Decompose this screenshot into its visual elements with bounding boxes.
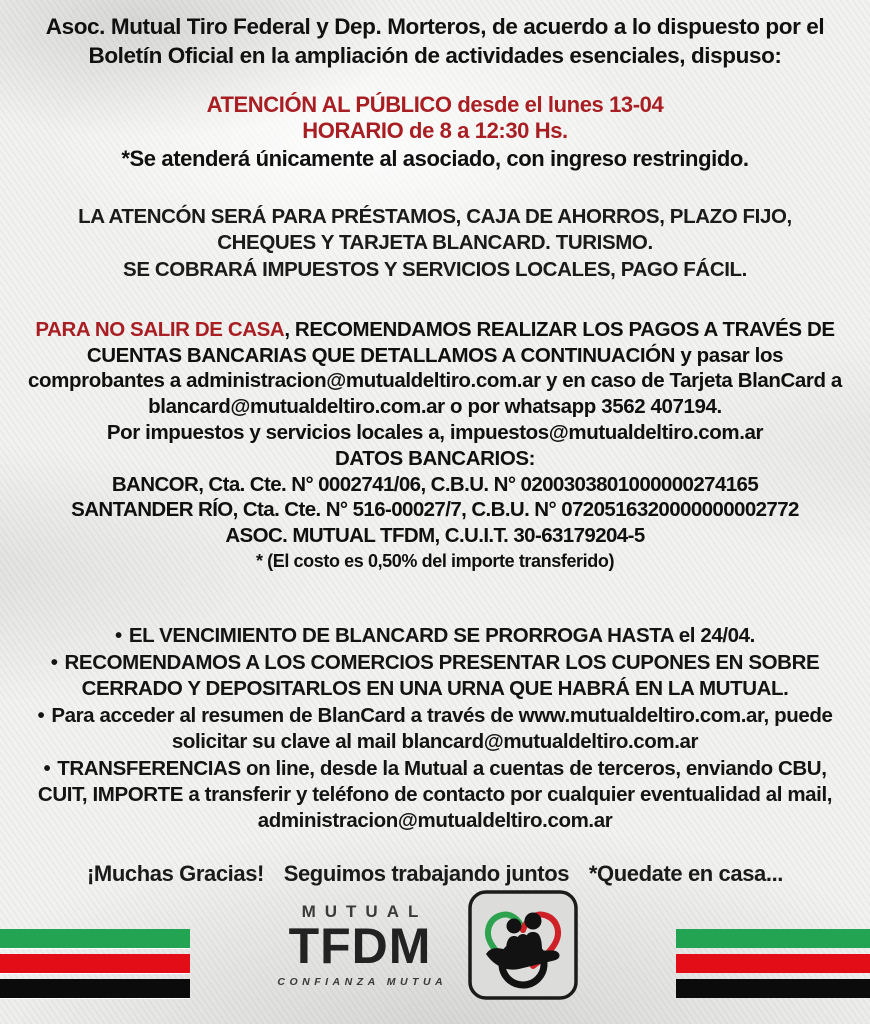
attention-block — [0, 92, 870, 146]
services-line-1: LA ATENCÓN SERÁ PARA PRÉSTAMOS, CAJA DE AHORROS, PLAZO FIJO, CHEQUES Y TARJETA BLANCARD. TURISMO. — [78, 204, 792, 255]
brand-sub-label: CONFIANZA MUTUA — [277, 976, 448, 988]
bank-row-santander: SANTANDER RÍO, Cta. Cte. N° 516-00027/7, C.B.U. N° 0720516320000000002772 — [71, 498, 799, 522]
bank-row-bancor: BANCOR, Cta. Cte. N° 0002741/06, C.B.U. N° 0200303801000000274165 — [111, 472, 759, 496]
mutual-logo-badge — [468, 890, 578, 1005]
bullet-text: RECOMENDAMOS A LOS COMERCIOS PRESENTAR LOS CUPONES EN SOBRE CERRADO Y DEPOSITARLOS EN UNA URNA QUE HABRÁ EN LA MUTUAL. — [64, 650, 820, 700]
bullet-item-comercios — [30, 650, 840, 702]
bullet-item-transferencias — [30, 756, 840, 834]
payments-lead-rest: , RECOMENDAMOS REALIZAR LOS PAGOS A TRAVÉS DE CUENTAS BANCARIAS QUE DETALLAMOS A CONTINUACIÓN y pasar los comprobantes a administracion@mutualdeltiro.com.ar y en caso de Tarjeta BlanCard a blancard@mutualdeltiro.com.ar o por whatsapp 3562 407194. — [28, 317, 842, 419]
brand-wordmark — [262, 902, 458, 988]
bullet-icon: • — [43, 756, 51, 780]
attention-line-1: ATENCIÓN AL PÚBLICO desde el lunes 13-04 — [206, 91, 664, 117]
mutual-logo-icon — [468, 890, 578, 1000]
bullet-text: TRANSFERENCIAS on line, desde la Mutual a cuentas de terceros, enviando CBU, CUIT, IMPORTE a transferir y teléfono de contacto por cualquier eventualidad al mail, administracion@mutualdeltiro.com.ar — [37, 756, 833, 833]
bullet-item-vencimiento — [30, 623, 840, 649]
footer-brand-band — [0, 894, 870, 1024]
stripe-black-right — [676, 979, 870, 998]
bank-data-block — [0, 446, 870, 573]
payments-lead-red: PARA NO SALIR DE CASA — [35, 317, 285, 341]
attention-line-2: HORARIO de 8 a 12:30 Hs. — [302, 118, 568, 144]
services-block — [0, 204, 870, 284]
stripe-black-left — [0, 979, 190, 998]
closing-line — [0, 861, 870, 887]
stripe-green-right — [676, 929, 870, 948]
payments-locals-line: Por impuestos y servicios locales a, impuestos@mutualdeltiro.com.ar — [106, 420, 764, 444]
bullet-icon: • — [115, 623, 122, 647]
bullet-text: EL VENCIMIENTO DE BLANCARD SE PRORROGA HASTA el 24/04. — [128, 623, 755, 647]
bullet-icon: • — [50, 650, 58, 674]
bullet-item-resumen — [30, 703, 840, 755]
closing-thanks: ¡Muchas Gracias! — [86, 861, 264, 887]
bullet-text: Para acceder al resumen de BlanCard a través de www.mutualdeltiro.com.ar, puede solicitar su clave al mail blancard@mutualdeltiro.com.ar — [51, 703, 833, 753]
intro-heading: Asoc. Mutual Tiro Federal y Dep. Morteros, de acuerdo a lo dispuesto por el Boletín Oficial en la ampliación de actividades esenciales, dispuso: — [45, 14, 825, 68]
bullet-icon: • — [37, 703, 45, 727]
bank-title: DATOS BANCARIOS: — [334, 446, 536, 470]
payments-paragraph — [0, 317, 870, 446]
attention-note: *Se atenderá únicamente al asociado, con ingreso restringido. — [121, 146, 749, 172]
stripe-red-right — [676, 954, 870, 973]
stripe-green-left — [0, 929, 190, 948]
closing-together: Seguimos trabajando juntos — [283, 861, 570, 887]
bank-row-cuit: ASOC. MUTUAL TFDM, C.U.I.T. 30-63179204-5 — [225, 524, 645, 548]
brand-main-label: TFDM — [288, 918, 432, 974]
closing-stayhome: *Quedate en casa... — [588, 861, 784, 887]
bullet-list — [0, 623, 870, 834]
brand-top-label: MUTUAL — [301, 902, 428, 921]
bank-fee-note: * (El costo es 0,50% del importe transferido) — [255, 551, 615, 572]
services-line-2: SE COBRARÁ IMPUESTOS Y SERVICIOS LOCALES, PAGO FÁCIL. — [123, 258, 747, 282]
stripe-red-left — [0, 954, 190, 973]
